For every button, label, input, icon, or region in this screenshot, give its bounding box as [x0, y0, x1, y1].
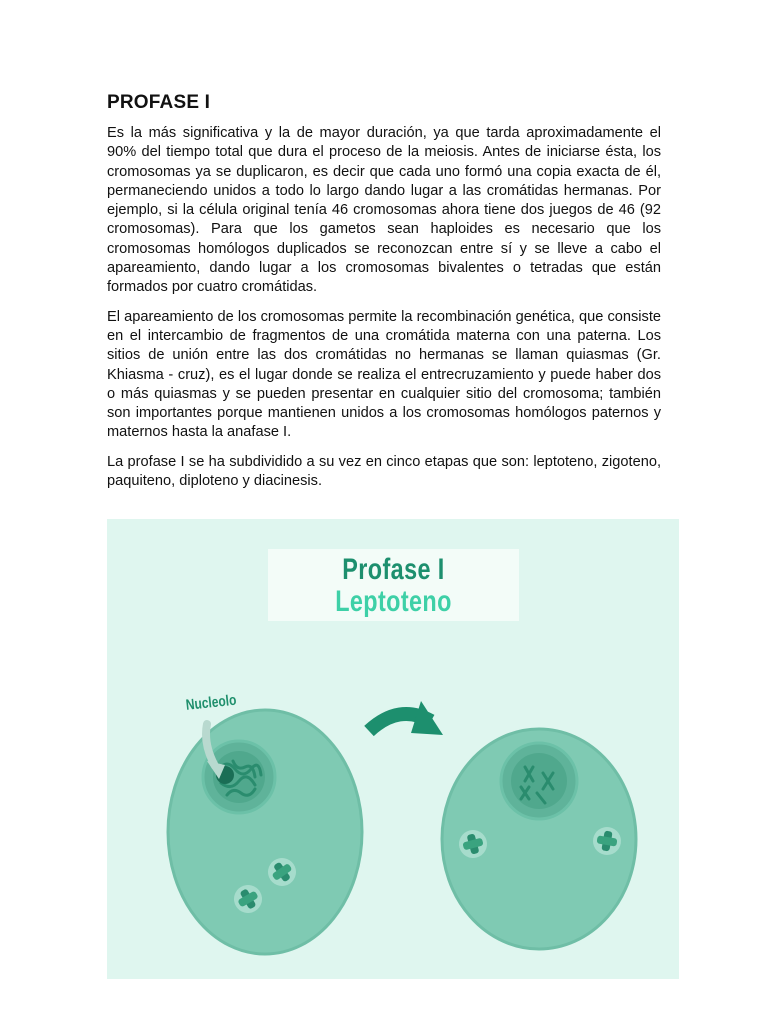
- paragraph-2: El apareamiento de los cromosomas permite la recombinación genética, que consiste en el intercambio de fragmentos de una cromátida materna con una paterna. Los sitios de unión entre las dos cromátidas no hermanas se llaman quiasmas (Gr. Khiasma - cruz), es el lugar donde se realiza el entrecruzamiento y puede haber dos o más quiasmas y se pueden presentar en cualquier sitio del cromosoma; también son importantes porque mantienen unidos a los cromosomas homólogos paternos y maternos hasta la anafase I.: [107, 308, 661, 441]
- paragraph-1: Es la más significativa y la de mayor duración, ya que tarda aproximadamente el 90% del tiempo total que dura el proceso de la meiosis. Antes de iniciarse ésta, los cromosomas ya se duplicaron, es decir que cada uno formó una copia exacta de él, permaneciendo unidos a todo lo largo dando lugar a las cromátidas hermanas. Por ejemplo, si la célula original tenía 46 cromosomas ahora tiene dos juegos de 46 (92 cromosomas). Para que los gametos sean haploides es necesario que los cromosomas homólogos duplicados se reconozcan entre sí y se lleve a cabo el apareamiento, dando lugar a los cromosomas bivalentes o tetradas que están formados por cuatro cromátidas.: [107, 125, 661, 296]
- paragraph-3: La profase I se ha subdividido a su vez en cinco etapas que son: leptoteno, zigoteno, paquiteno, diploteno y diacinesis.: [107, 453, 661, 490]
- leptotene-illustration: [107, 519, 679, 979]
- left-cell: [168, 710, 362, 954]
- document-page: [107, 92, 661, 501]
- section-heading: PROFASE I: [107, 92, 211, 113]
- figure-title: Profase I: [342, 553, 445, 586]
- figure-title-box: [268, 549, 519, 621]
- figure-subtitle: Leptoteno: [335, 585, 452, 618]
- nucleolus-label: Nucleolo: [185, 691, 238, 714]
